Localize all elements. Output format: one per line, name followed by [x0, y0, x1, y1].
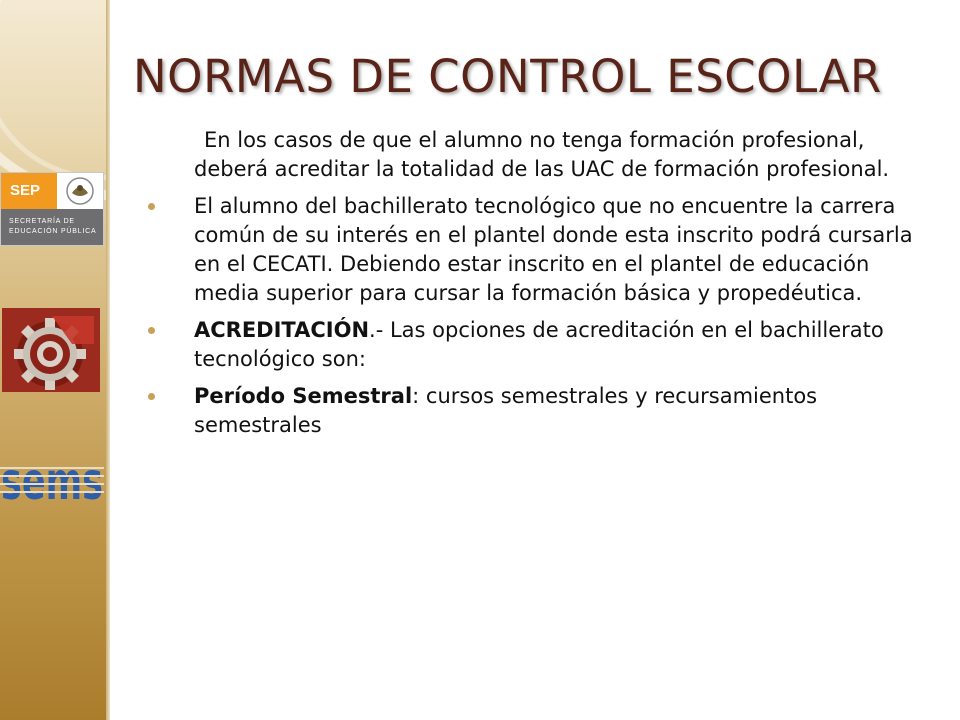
svg-text:sems: sems	[1, 452, 103, 512]
bullet-item-cecati	[148, 192, 918, 308]
sep-abbrev: SEP	[1, 173, 57, 209]
sep-logo	[0, 172, 104, 246]
intro-text: En los casos de que el alumno no tenga formación profesional, deberá acreditar la totalidad de las UAC de formación profesional.	[194, 128, 890, 181]
mexico-seal-icon	[57, 173, 103, 209]
slide-content	[148, 126, 918, 448]
bullet-text: El alumno del bachillerato tecnológico que no encuentre la carrera común de su interés en el plantel donde esta inscrito podrá cursarla en el CECATI. Debiendo estar inscrito en el plantel de educación media superior para cursar la formación básica y propedéutica.	[194, 194, 913, 305]
bullet-text: .- Las opciones de acreditación en el bachillerato tecnológico son:	[194, 318, 884, 371]
bullet-item-acreditacion	[148, 316, 918, 374]
slide-title: NORMAS DE CONTROL ESCOLAR	[133, 50, 882, 103]
bullet-icon	[148, 327, 155, 334]
bullet-item-periodo	[148, 382, 918, 440]
bullet-bold-label: Período Semestral	[194, 384, 413, 408]
bullet-icon	[148, 393, 155, 400]
sidebar-edge	[106, 0, 110, 720]
sep-line-2: EDUCACIÓN PÚBLICA	[9, 228, 97, 235]
intro-paragraph	[148, 126, 918, 184]
bullet-text: : cursos semestrales y recursamientos semestrales	[194, 384, 818, 437]
dgeti-logo	[2, 308, 100, 392]
sems-logo	[0, 452, 104, 512]
sep-logo-text	[1, 209, 103, 245]
bullet-bold-label: ACREDITACIÓN	[194, 318, 370, 342]
sep-line-1: SECRETARÍA DE	[9, 218, 75, 225]
sep-logo-top	[1, 173, 103, 209]
bullet-icon	[148, 203, 155, 210]
